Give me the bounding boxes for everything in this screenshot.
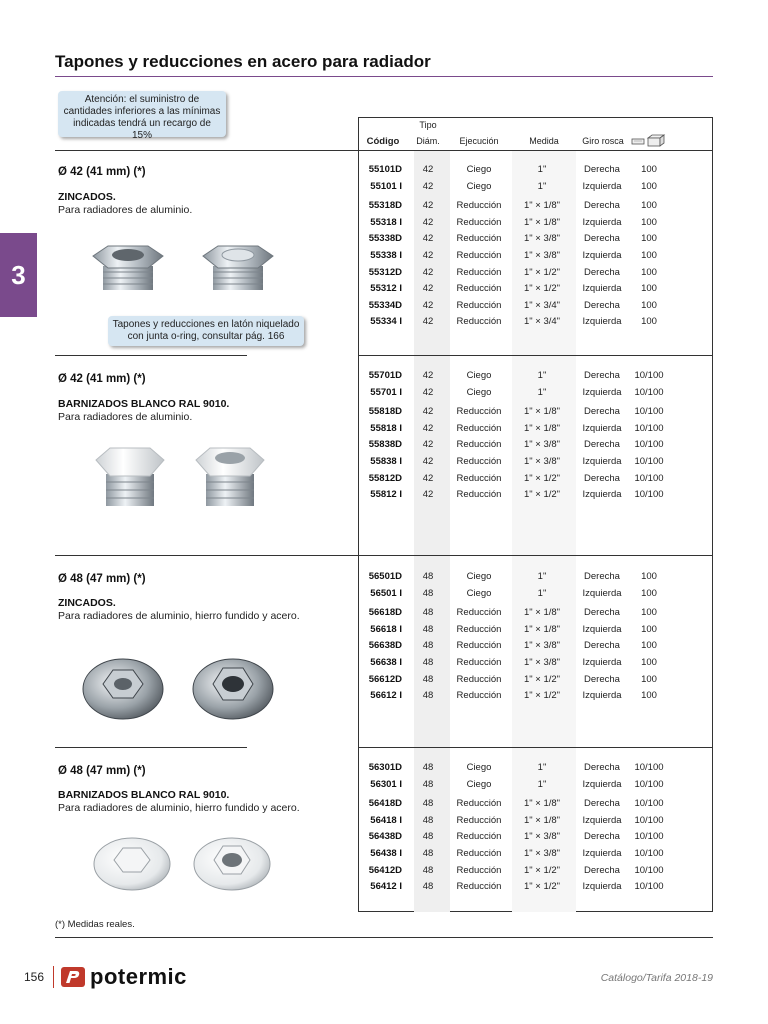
row-ejecucion: Reducción (456, 623, 502, 635)
row-code: 56301D (368, 762, 402, 773)
row-medida: 1" × 3/4" (523, 299, 561, 311)
row-code: 56612 I (370, 690, 402, 702)
row-quantity: 10/100 (634, 814, 664, 826)
row-quantity: 10/100 (634, 864, 664, 876)
page-title: Tapones y reducciones en acero para radiador (55, 52, 431, 71)
row-code: 55338 I (370, 250, 402, 261)
row-ejecucion: Ciego (466, 180, 492, 192)
row-ejecucion: Reducción (456, 283, 502, 295)
row-giro: Izquierda (582, 690, 622, 702)
row-medida: 1" × 3/8" (523, 456, 561, 467)
header-tipo: Tipo (419, 120, 437, 130)
row-medida: 1" × 3/8" (523, 831, 561, 843)
row-code: 55101D (368, 164, 402, 175)
row-tipo: 48 (422, 623, 434, 635)
row-code: 55334D (368, 299, 402, 311)
row-tipo: 42 (422, 233, 434, 245)
row-quantity: 100 (641, 216, 657, 228)
brass-plugs-note: Tapones y reducciones en latón niquelado con junta o-ring, consultar pág. 166 (108, 316, 304, 346)
row-medida: 1" × 1/8" (523, 406, 561, 418)
row-code: 55101 I (370, 180, 402, 192)
table-row (358, 865, 713, 879)
row-medida: 1" (537, 762, 547, 773)
row-code: 56412D (368, 864, 402, 876)
row-quantity: 100 (641, 250, 657, 261)
row-quantity: 100 (641, 607, 657, 619)
row-code: 55312 I (370, 283, 402, 295)
row-quantity: 100 (641, 180, 657, 192)
row-ejecucion: Ciego (466, 386, 492, 398)
row-giro: Izquierda (582, 623, 622, 635)
brand-logo (60, 964, 187, 990)
row-ejecucion: Ciego (466, 587, 492, 599)
minimum-quantity-note: Atención: el suministro de cantidades inferiores a las mínimas indicadas tendrá un recargo de 15% (58, 91, 226, 137)
row-medida: 1" (537, 587, 547, 599)
header-medida: Medida (529, 136, 559, 146)
footnote: (*) Medidas reales. (55, 919, 135, 930)
row-ejecucion: Reducción (456, 406, 502, 418)
row-code: 56412 I (370, 881, 402, 893)
row-giro: Izquierda (582, 587, 622, 599)
row-tipo: 42 (422, 316, 434, 328)
row-code: 56418D (368, 798, 402, 810)
row-ejecucion: Reducción (456, 216, 502, 228)
row-quantity: 10/100 (634, 406, 664, 418)
row-medida: 1" (537, 571, 547, 582)
row-tipo: 42 (422, 456, 434, 467)
header-rule (55, 150, 713, 151)
row-code: 56501 I (370, 587, 402, 599)
table-row (358, 588, 713, 602)
row-tipo: 42 (422, 180, 434, 192)
row-tipo: 42 (422, 370, 434, 381)
table-row (358, 815, 713, 829)
row-tipo: 48 (422, 778, 434, 790)
row-quantity: 10/100 (634, 386, 664, 398)
brand-separator (53, 966, 54, 988)
row-tipo: 48 (422, 587, 434, 599)
section-title: Ø 48 (47 mm) (*) (58, 765, 146, 777)
section-title: Ø 42 (41 mm) (*) (58, 373, 146, 385)
table-row (358, 798, 713, 812)
row-medida: 1" × 1/2" (523, 472, 561, 484)
table-row (358, 624, 713, 638)
row-medida: 1" × 3/8" (523, 640, 561, 652)
row-giro: Izquierda (582, 456, 622, 467)
row-giro: Derecha (584, 406, 620, 418)
table-row (358, 181, 713, 195)
row-tipo: 42 (422, 489, 434, 501)
row-medida: 1" × 1/8" (523, 798, 561, 810)
table-row (358, 657, 713, 671)
table-row (358, 848, 713, 862)
row-medida: 1" × 1/8" (523, 200, 561, 212)
row-tipo: 48 (422, 864, 434, 876)
row-code: 55318 I (370, 216, 402, 228)
section-description: Para radiadores de aluminio. (58, 411, 193, 423)
row-tipo: 42 (422, 164, 434, 175)
row-ejecucion: Reducción (456, 607, 502, 619)
row-quantity: 100 (641, 673, 657, 685)
section-rule (55, 555, 713, 556)
row-quantity: 100 (641, 657, 657, 668)
row-medida: 1" × 1/2" (523, 864, 561, 876)
row-medida: 1" (537, 370, 547, 381)
row-medida: 1" (537, 180, 547, 192)
row-tipo: 42 (422, 406, 434, 418)
row-quantity: 10/100 (634, 778, 664, 790)
row-tipo: 48 (422, 571, 434, 582)
section-description: Para radiadores de aluminio, hierro fundido y acero. (58, 610, 300, 622)
table-row (358, 489, 713, 503)
row-giro: Derecha (584, 266, 620, 278)
section-title: Ø 42 (41 mm) (*) (58, 166, 146, 178)
row-ejecucion: Reducción (456, 233, 502, 245)
row-medida: 1" (537, 386, 547, 398)
table-row (358, 690, 713, 704)
table-row (358, 831, 713, 845)
page-number: 156 (24, 970, 45, 984)
row-tipo: 42 (422, 283, 434, 295)
row-code: 55818 I (370, 422, 402, 434)
row-ejecucion: Reducción (456, 814, 502, 826)
row-quantity: 10/100 (634, 762, 664, 773)
row-giro: Izquierda (582, 386, 622, 398)
row-giro: Izquierda (582, 657, 622, 668)
header-ejecucion: Ejecución (459, 136, 499, 146)
row-giro: Izquierda (582, 489, 622, 501)
row-giro: Derecha (584, 299, 620, 311)
section-subtitle: ZINCADOS. (58, 597, 116, 609)
row-tipo: 48 (422, 607, 434, 619)
row-medida: 1" × 3/4" (523, 316, 561, 328)
row-quantity: 100 (641, 316, 657, 328)
row-medida: 1" × 1/2" (523, 673, 561, 685)
row-quantity: 10/100 (634, 831, 664, 843)
row-ejecucion: Reducción (456, 673, 502, 685)
table-row (358, 233, 713, 247)
row-quantity: 10/100 (634, 456, 664, 467)
row-ejecucion: Reducción (456, 250, 502, 261)
row-quantity: 10/100 (634, 798, 664, 810)
row-medida: 1" × 1/2" (523, 283, 561, 295)
header-diam: Diám. (416, 136, 440, 146)
row-medida: 1" × 1/8" (523, 623, 561, 635)
row-ejecucion: Reducción (456, 657, 502, 668)
row-tipo: 48 (422, 798, 434, 810)
row-medida: 1" × 3/8" (523, 233, 561, 245)
row-quantity: 100 (641, 266, 657, 278)
table-row (358, 370, 713, 384)
row-quantity: 100 (641, 587, 657, 599)
row-code: 56438D (368, 831, 402, 843)
row-ejecucion: Reducción (456, 640, 502, 652)
section-description: Para radiadores de aluminio. (58, 204, 193, 216)
title-rule (55, 76, 713, 77)
row-giro: Derecha (584, 798, 620, 810)
row-ejecucion: Reducción (456, 798, 502, 810)
row-medida: 1" × 1/2" (523, 881, 561, 893)
table-row (358, 607, 713, 621)
row-ejecucion: Reducción (456, 200, 502, 212)
row-quantity: 100 (641, 200, 657, 212)
row-ejecucion: Ciego (466, 571, 492, 582)
row-tipo: 42 (422, 200, 434, 212)
row-ejecucion: Reducción (456, 489, 502, 501)
row-ejecucion: Ciego (466, 164, 492, 175)
row-quantity: 10/100 (634, 422, 664, 434)
row-giro: Derecha (584, 762, 620, 773)
header-giro-rosca: Giro rosca (582, 136, 624, 146)
row-ejecucion: Reducción (456, 266, 502, 278)
row-ejecucion: Reducción (456, 316, 502, 328)
row-ejecucion: Reducción (456, 690, 502, 702)
row-medida: 1" × 3/8" (523, 250, 561, 261)
brand-mark-icon (60, 965, 86, 989)
row-quantity: 100 (641, 571, 657, 582)
row-medida: 1" × 3/8" (523, 848, 561, 859)
row-medida: 1" × 1/8" (523, 216, 561, 228)
row-quantity: 100 (641, 164, 657, 175)
row-code: 55818D (368, 406, 402, 418)
white-plug-48-image (82, 826, 282, 906)
row-code: 55312D (368, 266, 402, 278)
row-tipo: 42 (422, 250, 434, 261)
section-description: Para radiadores de aluminio, hierro fundido y acero. (58, 802, 300, 814)
row-ejecucion: Reducción (456, 299, 502, 311)
row-code: 55318D (368, 200, 402, 212)
table-row (358, 283, 713, 297)
header-codigo: Código (366, 136, 400, 147)
row-giro: Derecha (584, 571, 620, 582)
table-row (358, 200, 713, 214)
row-giro: Derecha (584, 200, 620, 212)
section-rule (358, 355, 713, 356)
row-giro: Izquierda (582, 316, 622, 328)
row-tipo: 48 (422, 814, 434, 826)
row-tipo: 42 (422, 422, 434, 434)
row-code: 55334 I (370, 316, 402, 328)
row-code: 56618D (368, 607, 402, 619)
row-code: 56438 I (370, 848, 402, 859)
row-ejecucion: Reducción (456, 422, 502, 434)
row-quantity: 100 (641, 640, 657, 652)
row-code: 55338D (368, 233, 402, 245)
row-tipo: 48 (422, 657, 434, 668)
zinc-plug-48-image (78, 644, 288, 734)
row-ejecucion: Reducción (456, 864, 502, 876)
section-rule-left (55, 747, 247, 748)
section-rule (358, 747, 713, 748)
row-tipo: 48 (422, 690, 434, 702)
row-code: 56638D (368, 640, 402, 652)
brand-name: potermic (90, 964, 187, 989)
row-giro: Derecha (584, 439, 620, 451)
row-giro: Derecha (584, 673, 620, 685)
table-row (358, 571, 713, 585)
zinc-plug-image (88, 236, 288, 311)
row-medida: 1" (537, 164, 547, 175)
row-giro: Izquierda (582, 180, 622, 192)
row-code: 55812D (368, 472, 402, 484)
row-giro: Derecha (584, 640, 620, 652)
section-title: Ø 48 (47 mm) (*) (58, 573, 146, 585)
section-subtitle: BARNIZADOS BLANCO RAL 9010. (58, 789, 230, 801)
chapter-tab: 3 (0, 233, 37, 317)
row-tipo: 42 (422, 266, 434, 278)
row-medida: 1" × 1/8" (523, 607, 561, 619)
row-tipo: 48 (422, 831, 434, 843)
row-quantity: 100 (641, 283, 657, 295)
row-giro: Izquierda (582, 216, 622, 228)
row-quantity: 10/100 (634, 370, 664, 381)
row-tipo: 42 (422, 439, 434, 451)
row-tipo: 42 (422, 299, 434, 311)
table-row (358, 473, 713, 487)
row-code: 56418 I (370, 814, 402, 826)
table-row (358, 300, 713, 314)
table-row (358, 406, 713, 420)
table-row (358, 423, 713, 437)
row-ejecucion: Reducción (456, 456, 502, 467)
row-quantity: 100 (641, 233, 657, 245)
row-ejecucion: Reducción (456, 472, 502, 484)
row-ejecucion: Ciego (466, 370, 492, 381)
table-row (358, 250, 713, 264)
row-giro: Derecha (584, 233, 620, 245)
table-row (358, 316, 713, 330)
row-ejecucion: Reducción (456, 439, 502, 451)
table-row (358, 674, 713, 688)
row-tipo: 48 (422, 673, 434, 685)
row-quantity: 10/100 (634, 881, 664, 893)
row-giro: Izquierda (582, 250, 622, 261)
table-row (358, 779, 713, 793)
row-tipo: 42 (422, 472, 434, 484)
row-code: 56301 I (370, 778, 402, 790)
row-medida: 1" × 1/2" (523, 690, 561, 702)
row-giro: Izquierda (582, 778, 622, 790)
row-code: 56638 I (370, 657, 402, 668)
row-tipo: 48 (422, 640, 434, 652)
row-code: 56612D (368, 673, 402, 685)
row-giro: Derecha (584, 472, 620, 484)
row-medida: 1" × 1/2" (523, 489, 561, 501)
row-ejecucion: Reducción (456, 831, 502, 843)
row-quantity: 10/100 (634, 489, 664, 501)
table-row (358, 640, 713, 654)
row-giro: Derecha (584, 370, 620, 381)
row-medida: 1" × 1/8" (523, 422, 561, 434)
footer-rule (55, 937, 713, 938)
row-tipo: 42 (422, 386, 434, 398)
table-row (358, 267, 713, 281)
row-giro: Derecha (584, 864, 620, 876)
row-giro: Izquierda (582, 881, 622, 893)
row-quantity: 100 (641, 299, 657, 311)
white-plug-image (88, 436, 288, 526)
row-giro: Izquierda (582, 848, 622, 859)
row-ejecucion: Reducción (456, 881, 502, 893)
row-code: 56501D (368, 571, 402, 582)
row-giro: Izquierda (582, 422, 622, 434)
section-subtitle: ZINCADOS. (58, 191, 116, 203)
row-quantity: 10/100 (634, 439, 664, 451)
row-code: 55838 I (370, 456, 402, 467)
section-subtitle: BARNIZADOS BLANCO RAL 9010. (58, 398, 230, 410)
row-code: 55701 I (370, 386, 402, 398)
row-tipo: 48 (422, 762, 434, 773)
table-row (358, 456, 713, 470)
row-tipo: 48 (422, 881, 434, 893)
row-ejecucion: Ciego (466, 762, 492, 773)
row-giro: Izquierda (582, 814, 622, 826)
table-row (358, 762, 713, 776)
table-row (358, 387, 713, 401)
row-code: 55838D (368, 439, 402, 451)
row-tipo: 48 (422, 848, 434, 859)
row-medida: 1" × 3/8" (523, 439, 561, 451)
row-medida: 1" × 1/2" (523, 266, 561, 278)
row-code: 55812 I (370, 489, 402, 501)
row-tipo: 42 (422, 216, 434, 228)
row-quantity: 10/100 (634, 472, 664, 484)
row-medida: 1" × 3/8" (523, 657, 561, 668)
row-code: 56618 I (370, 623, 402, 635)
catalog-label: Catálogo/Tarifa 2018-19 (600, 972, 713, 984)
table-row (358, 217, 713, 231)
table-row (358, 439, 713, 453)
row-medida: 1" (537, 778, 547, 790)
table-row (358, 881, 713, 895)
row-code: 55701D (368, 370, 402, 381)
row-giro: Derecha (584, 164, 620, 175)
row-quantity: 100 (641, 690, 657, 702)
row-ejecucion: Reducción (456, 848, 502, 859)
row-giro: Izquierda (582, 283, 622, 295)
table-row (358, 164, 713, 178)
row-ejecucion: Ciego (466, 778, 492, 790)
row-giro: Derecha (584, 607, 620, 619)
row-giro: Derecha (584, 831, 620, 843)
row-quantity: 100 (641, 623, 657, 635)
row-quantity: 10/100 (634, 848, 664, 859)
row-medida: 1" × 1/8" (523, 814, 561, 826)
section-rule-left (55, 355, 247, 356)
